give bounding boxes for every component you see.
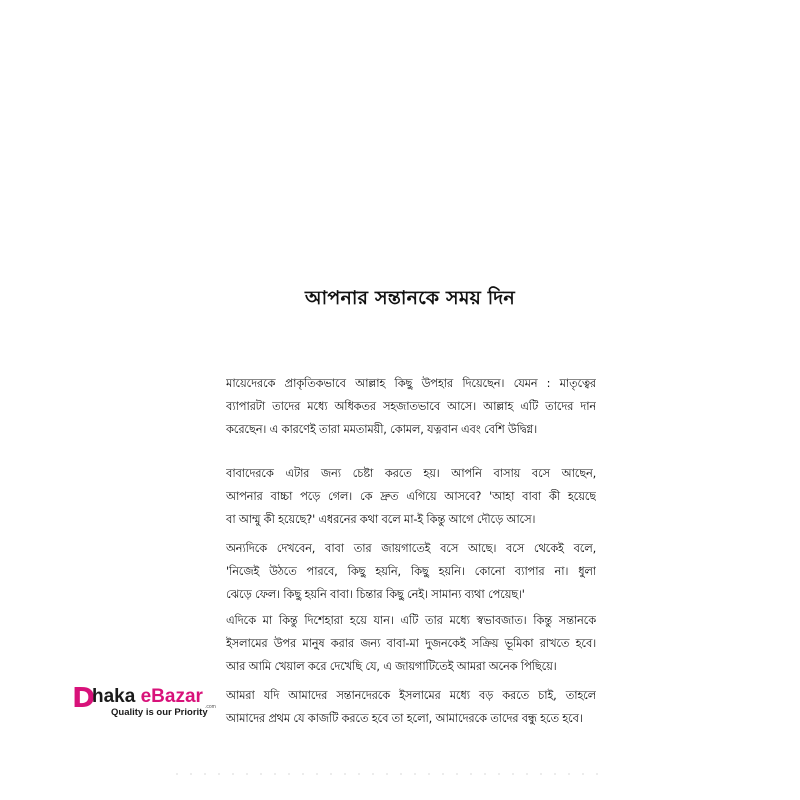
- brand-name: [92, 685, 203, 709]
- text-line: করেছেন। এ কারণেই তারা মমতাময়ী, কোমল, যত্নবান এবং বেশি উদ্বিগ্ন।: [226, 422, 537, 436]
- brand-domain: .com: [205, 704, 216, 710]
- scan-noise-dots: [170, 770, 610, 778]
- text-line: এদিকে মা কিন্তু দিশেহারা হয়ে যান। এটি তার মধ্যে স্বভাবজাত। কিন্তু সন্তানকে: [226, 613, 596, 627]
- paragraph: [226, 537, 596, 606]
- text-line: 'নিজেই উঠতে পারবে, কিছু হয়নি, কিছু হয়নি। কোনো ব্যাপার না। ধুলা: [226, 564, 596, 578]
- paragraph: [226, 372, 596, 441]
- text-line: মায়েদেরকে প্রাকৃতিকভাবে আল্লাহ কিছু উপহার দিয়েছেন। যেমন : মাতৃত্বের: [226, 376, 596, 390]
- chapter-title: আপনার সন্তানকে সময় দিন: [305, 287, 515, 309]
- d-logo-icon: D: [72, 681, 96, 714]
- brand-accent-text: eBazar: [140, 686, 203, 707]
- paragraph: [226, 609, 596, 678]
- text-line: আমাদের প্রথম যে কাজটি করতে হবে তা হলো, আমাদেরকে তাদের বন্ধু হতে হবে।: [226, 711, 583, 725]
- paragraph: [226, 684, 596, 730]
- text-line: ইসলামের উপর মানুষ করার জন্য বাবা-মা দুজনকেই সক্রিয় ভূমিকা রাখতে হবে।: [226, 636, 596, 650]
- text-line: আপনার বাচ্চা পড়ে গেল। কে দ্রুত এগিয়ে আসবে? 'আহা বাবা কী হয়েছে: [226, 489, 596, 503]
- brand-main-text: haka: [92, 686, 141, 707]
- text-line: ব্যাপারটা তাদের মধ্যে অধিকতর সহজাতভাবে আসে। আল্লাহ এটি তাদের দান: [226, 399, 596, 413]
- text-line: বা আম্মু কী হয়েছে?' এধরনের কথা বলে মা-ই কিন্তু আগে দৌড়ে আসে।: [226, 512, 536, 526]
- text-line: আমরা যদি আমাদের সন্তানদেরকে ইসলামের মধ্যে বড় করতে চাই, তাহলে: [226, 688, 596, 702]
- paragraph: [226, 462, 596, 531]
- text-line: অন্যদিকে দেখবেন, বাবা তার জায়গাতেই বসে আছে। বসে থেকেই বলে,: [226, 541, 596, 555]
- dhakaebazar-watermark-logo: [68, 683, 228, 723]
- text-line: আর আমি খেয়াল করে দেখেছি যে, এ জায়গাটিতেই আমরা অনেক পিছিয়ে।: [226, 659, 557, 673]
- text-line: ঝেড়ে ফেল। কিছু হয়নি বাবা। চিন্তার কিছু নেই। সামান্য ব্যথা পেয়েছ।': [226, 587, 525, 601]
- brand-tagline: Quality is our Priority: [111, 707, 208, 718]
- text-line: বাবাদেরকে এটার জন্য চেষ্টা করতে হয়। আপনি বাসায় বসে আছেন,: [226, 466, 596, 480]
